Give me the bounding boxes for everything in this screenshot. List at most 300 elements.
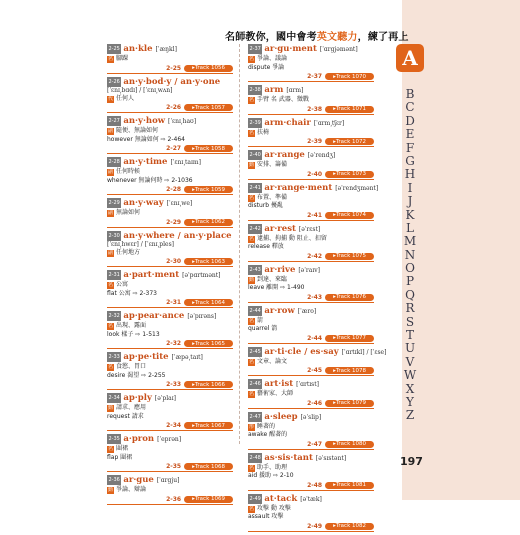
definition-line [248, 358, 374, 367]
entry-divider [107, 73, 233, 74]
definition-line [107, 404, 233, 413]
entry-number-badge: 2-26 [108, 78, 120, 85]
word-entry [107, 77, 233, 114]
definition-line [248, 464, 374, 473]
entry-number-badge: 2-37 [249, 46, 261, 52]
headword-line [248, 412, 374, 423]
definition-text: 食慾、胃口 [116, 363, 147, 370]
definition-text: 安排、籌備 [257, 161, 288, 168]
entry-divider [107, 153, 233, 154]
pronunciation: [əˈpɪrəns] [187, 313, 217, 320]
entry-number-badge: 2-42 [249, 225, 261, 232]
entry-number-badge: 2-38 [249, 87, 261, 93]
headword-line [248, 494, 374, 505]
alphabet-letter-q[interactable]: Q [405, 287, 415, 302]
definition-line [107, 168, 233, 177]
definition-text: 文章、論文 [257, 357, 288, 365]
definition-line [107, 454, 233, 463]
audio-track-row [248, 523, 374, 530]
pronunciation: [ˈɛnɪ͵taɪm] [170, 159, 201, 166]
audio-track-button[interactable]: ▸ Track 1066 [184, 381, 233, 388]
audio-track-button[interactable]: ▸ Track 1074 [325, 212, 374, 219]
part-of-speech-badge: 名 [248, 391, 254, 397]
alphabet-letter-i[interactable]: I [407, 180, 413, 195]
entry-number-badge: 2-44 [249, 307, 261, 314]
definition-line [248, 202, 374, 211]
alphabet-letter-d[interactable]: D [405, 113, 415, 128]
part-of-speech-badge: 名 [248, 317, 254, 324]
alphabet-letter-v[interactable]: V [405, 354, 415, 369]
definition-line [107, 331, 233, 340]
entry-code: 2-45 [307, 367, 323, 374]
headword-line [107, 352, 233, 363]
alphabet-letter-u[interactable]: U [404, 341, 416, 356]
entry-number-badge: 2-39 [249, 119, 261, 126]
entry-code: 2-48 [307, 481, 323, 489]
alphabet-letter-k[interactable]: K [405, 207, 415, 222]
entry-divider [248, 343, 374, 344]
word-entry [248, 412, 374, 450]
entry-number-badge: 2-40 [249, 152, 261, 158]
page-number: 197 [400, 455, 423, 468]
word-entry [107, 475, 233, 505]
alphabet-letter-x[interactable]: X [405, 381, 415, 396]
part-of-speech-badge: 名 [248, 194, 254, 201]
alphabet-letter-y[interactable]: Y [406, 394, 414, 409]
entry-divider [107, 504, 233, 505]
word-entry [107, 116, 233, 154]
audio-track-button[interactable]: ▸ Track 1057 [184, 104, 233, 111]
audio-track-button[interactable]: ▸ Track 1071 [325, 106, 374, 113]
definition-text: 任何地方 [116, 248, 141, 256]
audio-track-button[interactable]: ▸ Track 1058 [184, 145, 233, 152]
entry-code: 2-44 [307, 334, 323, 342]
part-of-speech-badge: 副 [107, 169, 113, 175]
audio-track-button[interactable]: ▸ Track 1067 [184, 422, 233, 429]
audio-track-button[interactable]: ▸ Track 1070 [325, 73, 374, 80]
audio-track-row [107, 340, 233, 347]
headword-line [107, 270, 233, 281]
headword: as·sis·tant [264, 452, 313, 463]
entry-code: 2-37 [307, 73, 323, 80]
definition-text: 出現、露面 [116, 322, 147, 329]
audio-track-row [107, 65, 233, 72]
alphabet-letter-p[interactable]: P [405, 274, 415, 289]
audio-track-row [107, 463, 233, 470]
alphabet-letter-j[interactable]: J [407, 194, 413, 209]
pronunciation: [ˈɑrgjəmənt] [319, 46, 358, 53]
pronunciation: [ˈɛnɪ͵bɑdɪ] / [ˈɛnɪ͵wʌn] [107, 86, 173, 94]
definition-text: aid 援助 ⇨ 2-10 [248, 472, 294, 479]
audio-track-row [248, 253, 374, 260]
part-of-speech-badge: 名 [248, 464, 254, 471]
definition-line [248, 431, 374, 440]
entry-code: 2-33 [166, 381, 182, 388]
headword: a·pron [123, 434, 155, 444]
alphabet-letter-m[interactable]: M [403, 234, 417, 249]
audio-track-row [248, 171, 374, 178]
entry-divider [107, 227, 233, 228]
headword: an·y·where / an·y·place [123, 230, 232, 241]
word-entry [107, 393, 233, 431]
audio-track-button[interactable]: ▸ Track 1079 [325, 400, 374, 407]
entry-code: 2-40 [307, 170, 323, 178]
headword-line [248, 306, 374, 317]
headword-line [107, 311, 233, 322]
entry-code: 2-47 [307, 440, 323, 448]
pronunciation: [ˈæpə͵taɪt] [171, 354, 203, 361]
headword-line [107, 116, 233, 127]
definition-line [107, 281, 233, 290]
headword: ar·range [264, 150, 305, 160]
audio-track-row [248, 294, 374, 301]
audio-track-button[interactable]: ▸ Track 1075 [325, 253, 374, 260]
headword: arm·chair [264, 117, 311, 128]
definition-text: 布置、準備 [257, 193, 288, 201]
audio-track-button[interactable]: ▸ Track 1059 [184, 186, 233, 193]
part-of-speech-badge: 動 [107, 487, 113, 493]
audio-track-button[interactable]: ▸ Track 1082 [325, 523, 374, 530]
headword-line [107, 77, 233, 87]
word-entry [248, 118, 374, 148]
pronunciation: [ˈɛnɪ͵hwɛr] / [ˈɛnɪ͵ples] [107, 240, 174, 248]
entry-number-badge: 2-43 [249, 266, 261, 273]
part-of-speech-badge: 名 [248, 129, 254, 136]
entry-number-badge: 2-41 [249, 184, 261, 191]
definition-text: look 樣子 ⇨ 1-513 [107, 330, 160, 338]
definition-line [107, 413, 233, 422]
audio-track-button[interactable]: ▸ Track 1073 [325, 171, 374, 178]
entry-number-badge: 2-29 [108, 200, 120, 206]
audio-track-row [248, 441, 374, 448]
alphabet-letter-w[interactable]: W [403, 368, 417, 383]
word-entry [248, 346, 387, 377]
entry-number-badge: 2-33 [108, 354, 120, 360]
audio-track-row [248, 106, 374, 113]
audio-track-button[interactable]: ▸ Track 1081 [325, 482, 374, 489]
definition-text: 腳踝 [116, 55, 129, 62]
entry-divider [248, 531, 374, 532]
part-of-speech-badge: 名 [107, 323, 113, 329]
audio-track-button[interactable]: ▸ Track 1080 [325, 441, 374, 448]
pronunciation: [ɑrm] [286, 87, 304, 94]
word-entry [248, 306, 374, 344]
entry-divider [107, 430, 233, 431]
audio-track-button[interactable]: ▸ Track 1076 [325, 294, 374, 301]
alphabet-letter-r[interactable]: R [405, 301, 415, 316]
entry-number-badge: 2-25 [108, 46, 120, 52]
entry-code: 2-25 [166, 64, 182, 72]
entry-code: 2-34 [166, 422, 182, 429]
pronunciation: [ˈæro] [297, 307, 317, 315]
right-column [248, 44, 387, 535]
part-of-speech-badge: 名 [248, 505, 254, 512]
headword: an·y·how [123, 116, 166, 126]
audio-track-button[interactable]: ▸ Track 1069 [184, 496, 233, 503]
entry-number-badge: 2-27 [108, 118, 120, 124]
entry-code: 2-26 [166, 104, 182, 111]
entry-code: 2-46 [307, 399, 323, 407]
headword: a·part·ment [123, 270, 180, 280]
part-of-speech-badge: 名 [107, 282, 113, 288]
definition-text: however 無論如何 ⇨ 2-464 [107, 135, 185, 143]
part-of-speech-badge: 動 [248, 162, 254, 168]
alphabet-letter-z[interactable]: Z [405, 408, 415, 423]
headword-line [248, 453, 374, 464]
headword: ar·range·ment [264, 182, 333, 193]
left-column [107, 44, 233, 508]
headword: an·kle [123, 44, 153, 54]
audio-track-row [107, 219, 233, 226]
entry-divider [248, 490, 374, 491]
headword-line [248, 182, 379, 194]
definition-line [107, 290, 233, 299]
headword-line [248, 118, 374, 129]
headword: ar·ti·cle / es·say [264, 346, 339, 357]
definition-text: quarrel 箭 [248, 325, 278, 332]
headword: a·sleep [264, 411, 298, 422]
pronunciation: [əˈrendʒmənt] [335, 184, 379, 192]
audio-track-button[interactable]: ▸ Track 1064 [184, 299, 233, 306]
definition-text: assault 攻擊 [248, 513, 284, 520]
alphabet-index [400, 88, 420, 423]
definition-line [107, 322, 233, 331]
entry-divider [248, 375, 374, 376]
definition-line [107, 249, 233, 258]
audio-track-row [107, 299, 233, 306]
audio-track-button[interactable]: ▸ Track 1065 [184, 340, 233, 347]
headword-line [248, 379, 374, 390]
definition-text: 請求、應用 [116, 404, 147, 411]
definition-text: 扶椅 [257, 128, 270, 136]
header-text-end: ，練了再上 [357, 32, 409, 43]
definition-line [248, 513, 374, 522]
definition-text: leave 離開 ⇨ 1-490 [248, 284, 305, 291]
definition-text: request 請求 [107, 412, 144, 420]
header-highlight: 英文聽力 [316, 32, 358, 43]
word-entry [107, 270, 233, 308]
pronunciation: [ˈɑrtɪkl] / [ˈɛse] [341, 348, 387, 356]
word-entry [107, 44, 233, 74]
headword: arm [264, 85, 284, 95]
definition-line [107, 177, 233, 186]
audio-track-button[interactable]: ▸ Track 1068 [184, 463, 233, 470]
definition-text: 到達、來臨 [257, 275, 288, 283]
pronunciation: [əˈpɑrtmənt] [182, 272, 221, 279]
audio-track-button[interactable]: ▸ Track 1078 [325, 367, 374, 374]
definition-line [248, 161, 374, 170]
entry-divider [248, 220, 374, 221]
definition-line [248, 472, 374, 481]
headword-line [107, 157, 233, 168]
audio-track-button[interactable]: ▸ Track 1077 [325, 335, 374, 342]
definition-line [107, 136, 233, 145]
headword-line [248, 346, 387, 358]
definition-text: awake 醒著的 [248, 431, 288, 438]
entry-number-badge: 2-49 [249, 495, 261, 502]
headword-line [107, 434, 233, 445]
part-of-speech-badge: 副 [107, 249, 113, 256]
definition-text: 圍裙 [116, 445, 129, 452]
audio-track-row [248, 482, 374, 489]
pronunciation: [ˈɛnɪ͵we] [166, 200, 193, 207]
audio-track-row [107, 186, 233, 193]
entry-divider [248, 179, 374, 180]
alphabet-letter-s[interactable]: S [405, 314, 415, 329]
headword-line [107, 198, 233, 209]
definition-line [107, 486, 233, 495]
definition-text: 爭論、辯論 [116, 486, 147, 493]
definition-line [248, 55, 374, 64]
part-of-speech-badge: 形 [248, 423, 254, 430]
headword: ar·rest [264, 223, 296, 234]
pronunciation: [əˈplaɪ] [154, 395, 176, 402]
entry-number-badge: 2-46 [249, 381, 261, 387]
pronunciation: [ˈɑrtɪst] [296, 381, 320, 388]
part-of-speech-badge: 名 [107, 56, 113, 62]
definition-line [248, 194, 374, 203]
part-of-speech-badge: 名 [248, 97, 254, 103]
definition-text: 手臂 名 武器、徵戰 [257, 96, 309, 103]
word-entry [248, 494, 374, 532]
entry-divider [248, 146, 374, 147]
audio-track-button[interactable]: ▸ Track 1063 [184, 258, 233, 265]
entry-number-badge: 2-32 [108, 313, 120, 319]
audio-track-row [107, 381, 233, 388]
entry-divider [248, 449, 374, 450]
headword: ap·pear·ance [123, 311, 185, 321]
headword-line [248, 44, 374, 55]
section-letter-badge: A [396, 44, 424, 72]
pronunciation: [əˈraɪv] [298, 266, 320, 274]
entry-code: 2-35 [166, 463, 182, 470]
alphabet-letter-t[interactable]: T [405, 328, 414, 343]
audio-track-row [248, 138, 374, 145]
headword-line [248, 150, 374, 161]
entry-code: 2-36 [166, 495, 182, 503]
entry-divider [248, 261, 374, 262]
definition-text: 藝術家、大師 [257, 390, 294, 397]
definition-text: 助手、助理 [257, 463, 288, 471]
entry-number-badge: 2-31 [108, 272, 120, 278]
alphabet-letter-b[interactable]: B [405, 87, 415, 101]
entry-code: 2-32 [166, 340, 182, 347]
word-entry [107, 311, 233, 349]
headword-line [248, 85, 374, 96]
part-of-speech-badge: 副 [107, 210, 113, 216]
audio-track-row [248, 73, 374, 80]
headword: an·y·way [123, 198, 164, 208]
audio-track-button[interactable]: ▸ Track 1056 [184, 65, 233, 72]
pronunciation: [ˈɑrm͵tʃɛr] [313, 119, 345, 127]
entry-code: 2-38 [307, 105, 323, 113]
entry-number-badge: 2-45 [249, 348, 261, 355]
audio-track-button[interactable]: ▸ Track 1062 [184, 219, 233, 226]
entry-divider [248, 114, 374, 115]
entry-number-badge: 2-36 [108, 477, 120, 483]
definition-text: 爭論、議論 [257, 55, 288, 62]
alphabet-letter-h[interactable]: H [404, 167, 416, 182]
definition-text: 睡著的 [257, 422, 276, 430]
entry-code: 2-42 [307, 252, 323, 260]
part-of-speech-badge: 名 [248, 56, 254, 62]
pronunciation: [ˈeprən] [157, 436, 182, 443]
audio-track-row [107, 496, 233, 503]
alphabet-letter-g[interactable]: G [405, 153, 415, 168]
headword-line [248, 265, 374, 276]
word-entry [107, 198, 233, 228]
word-entry [107, 157, 233, 195]
part-of-speech-badge: 副 [107, 128, 113, 134]
headword: ap·pe·tite [123, 352, 169, 362]
entry-number-badge: 2-48 [249, 454, 261, 461]
alphabet-letter-f[interactable]: F [405, 140, 415, 155]
headword: ar·rive [264, 264, 296, 275]
definition-line [107, 372, 233, 381]
word-entry [248, 182, 379, 221]
alphabet-letter-l[interactable]: L [406, 220, 414, 235]
pronunciation: [əˈrɛst] [298, 225, 321, 233]
definition-line [248, 423, 374, 432]
pronunciation: [əˈrendʒ] [307, 152, 336, 159]
definition-line [107, 209, 233, 218]
entry-number-badge: 2-28 [108, 159, 120, 165]
headword: ar·gu·ment [264, 44, 317, 54]
headword: art·ist [264, 379, 294, 389]
headword-line [107, 231, 233, 241]
entry-divider [248, 408, 374, 409]
definition-line [107, 363, 233, 372]
definition-line [248, 276, 374, 285]
entry-code: 2-30 [166, 258, 182, 265]
word-entry [107, 352, 233, 390]
audio-track-button[interactable]: ▸ Track 1072 [325, 138, 374, 145]
alphabet-letter-c[interactable]: C [405, 100, 415, 115]
word-entry [248, 44, 374, 82]
entry-number-badge: 2-47 [249, 413, 261, 420]
definition-line [248, 64, 374, 73]
definition-text: 逮捕、拘捕 動 阻止、扣留 [257, 234, 327, 242]
entry-code: 2-43 [307, 293, 323, 301]
audio-track-row [107, 145, 233, 152]
word-entry [248, 379, 374, 409]
entry-code: 2-49 [307, 522, 323, 530]
headword-line [107, 393, 233, 404]
entry-number-badge: 2-30 [108, 232, 120, 239]
column-divider [239, 44, 240, 444]
audio-track-row [107, 422, 233, 429]
pronunciation: [ˈɛnɪ͵haʊ] [168, 118, 197, 125]
part-of-speech-badge: 名 [107, 446, 113, 452]
entry-divider [107, 307, 233, 308]
part-of-speech-badge: 動 [248, 276, 254, 283]
definition-line [248, 325, 374, 334]
alphabet-letter-o[interactable]: O [405, 261, 415, 276]
definition-line [107, 127, 233, 136]
pronunciation: [ˈɑrgju] [156, 477, 180, 484]
entry-divider [107, 389, 233, 390]
entry-divider [107, 348, 233, 349]
definition-line [107, 445, 233, 454]
definition-line [248, 284, 374, 293]
part-of-speech-badge: 名 [107, 364, 113, 370]
audio-track-row [107, 258, 233, 265]
definition-text: desire 渴望 ⇨ 2-255 [107, 371, 166, 379]
headword-line [107, 475, 233, 486]
alphabet-letter-n[interactable]: N [404, 247, 416, 262]
word-entry [248, 265, 374, 303]
alphabet-letter-e[interactable]: E [405, 127, 415, 142]
